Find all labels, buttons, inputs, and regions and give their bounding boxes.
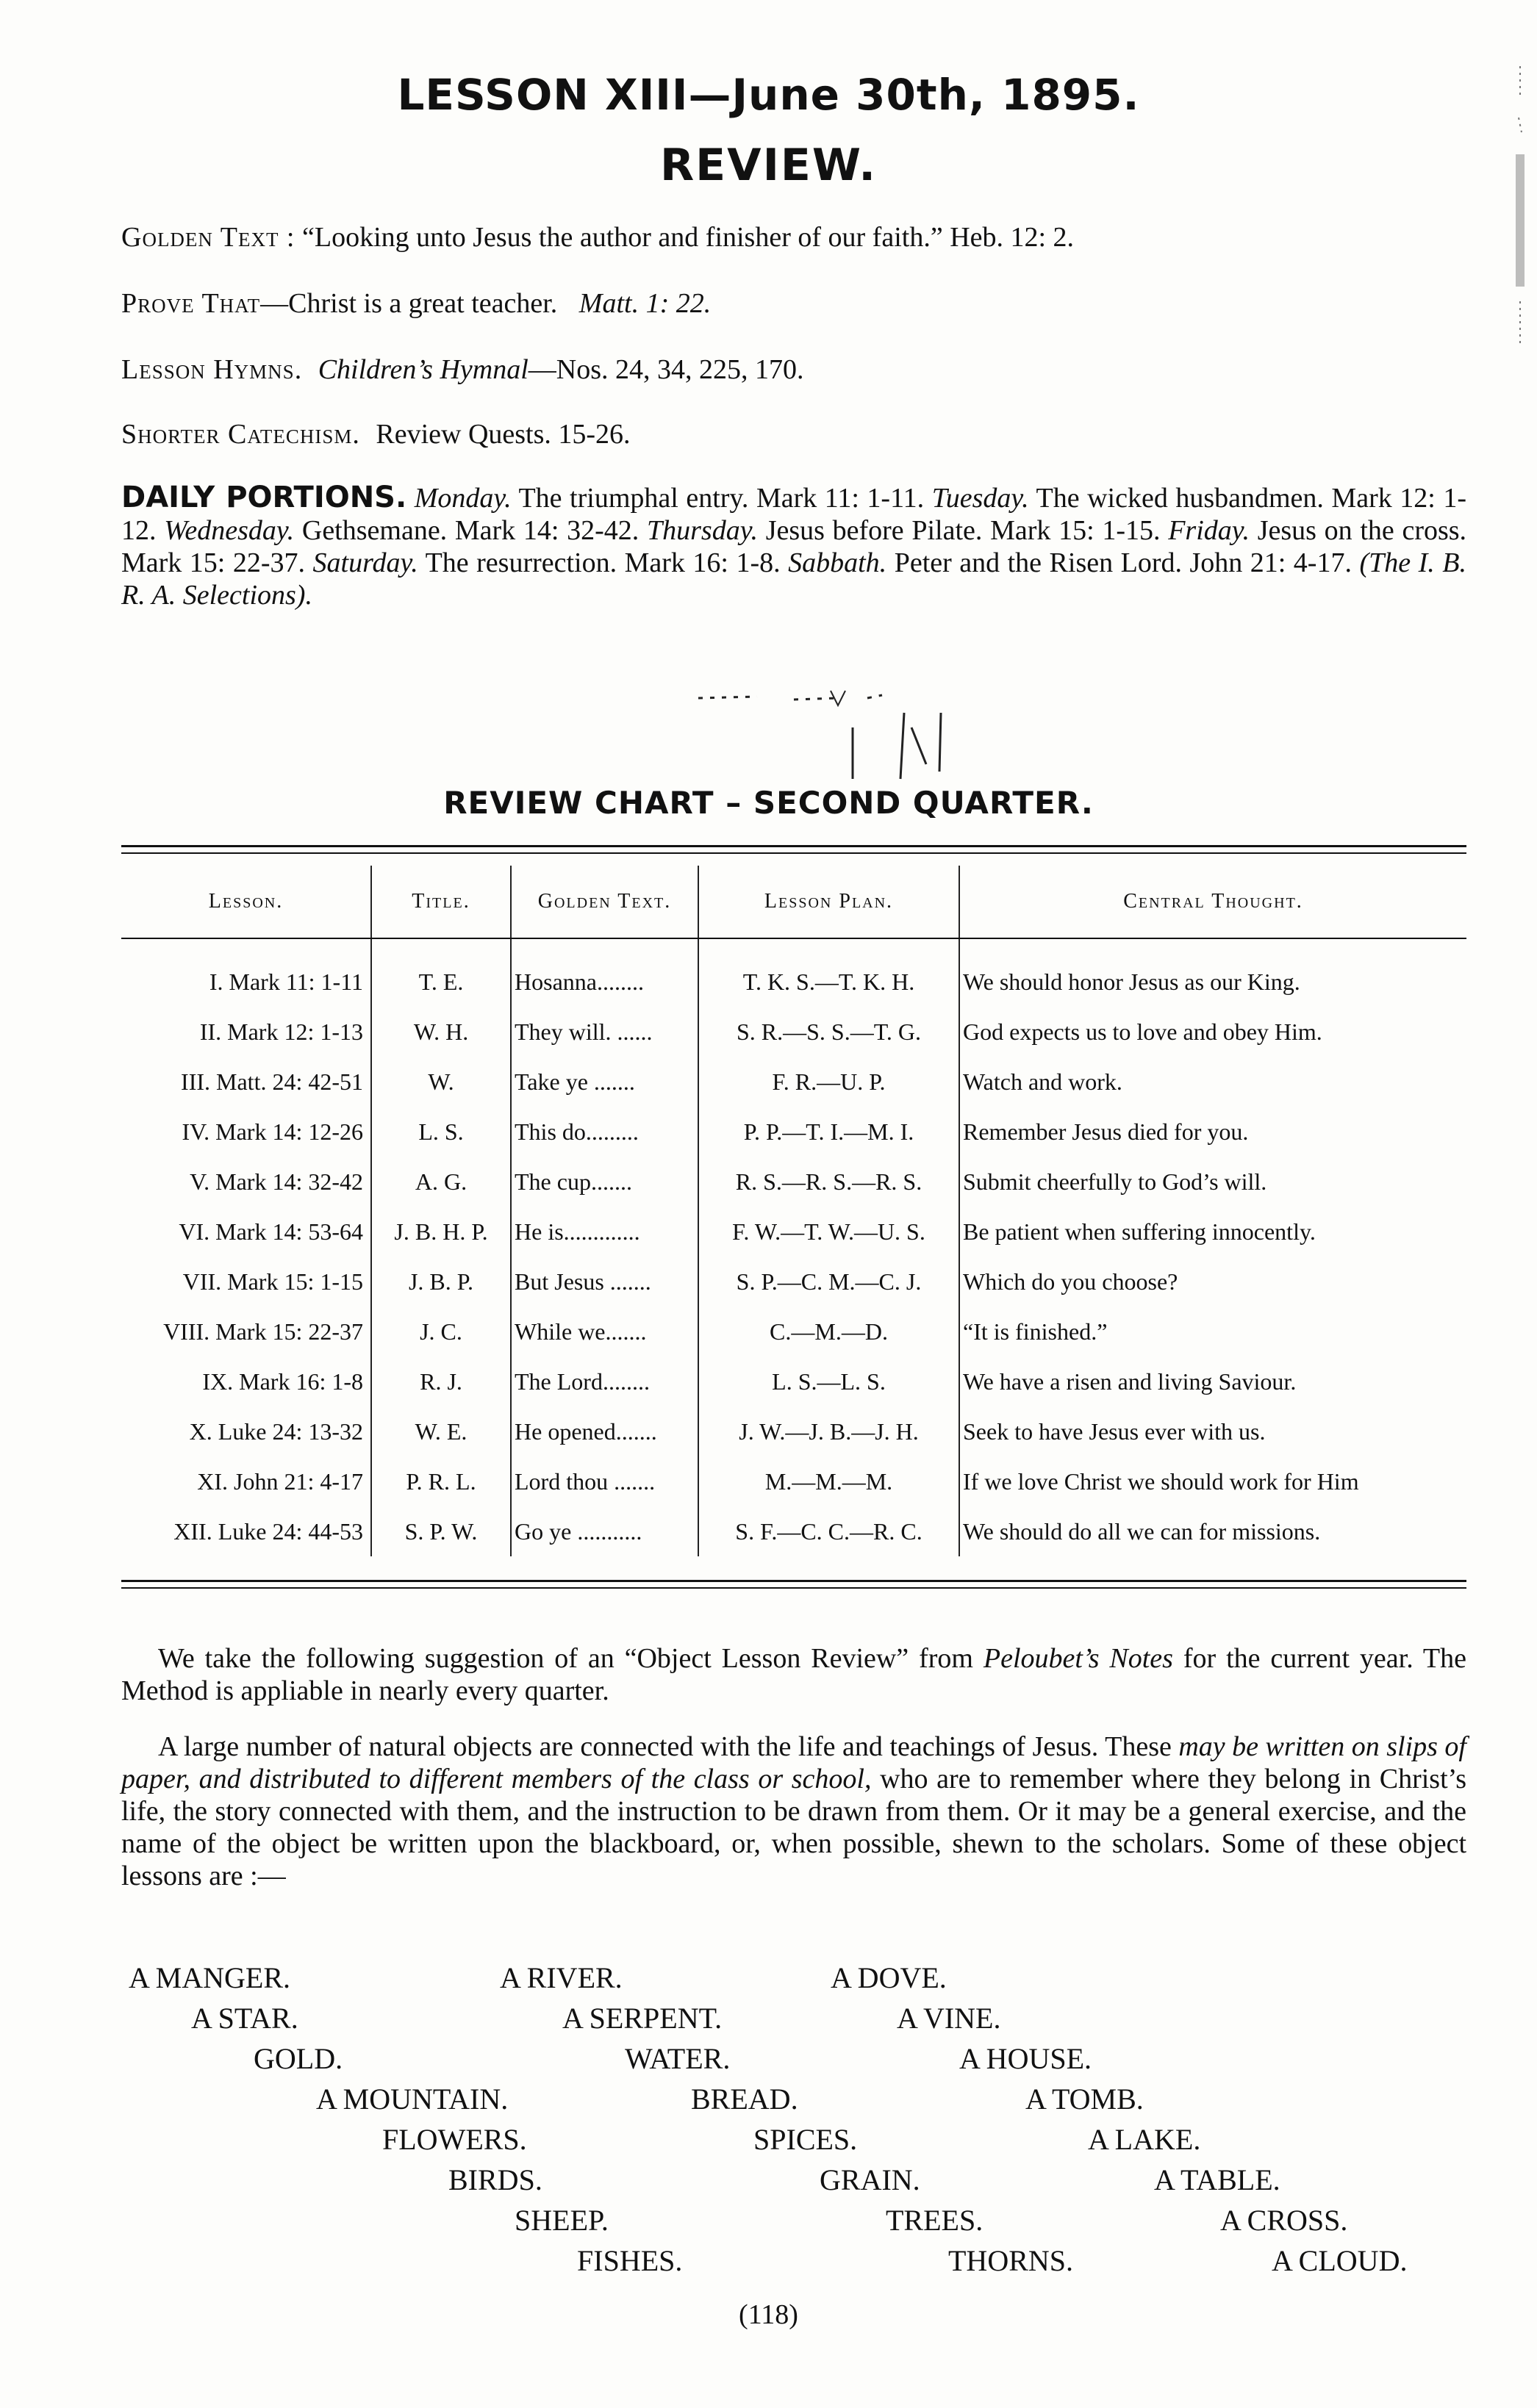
shorter-catechism-label: Shorter Catechism. xyxy=(121,419,360,450)
cell-title: L. S. xyxy=(371,1107,511,1157)
table-top-rule xyxy=(121,845,1466,847)
cell-title: J. B. H. P. xyxy=(371,1207,511,1257)
object-item: A MANGER. xyxy=(129,1961,291,1994)
prove-that-ref: Matt. 1: 22. xyxy=(578,288,712,319)
table-row xyxy=(121,1506,1466,1556)
lesson-title: LESSON XIII—June 30th, 1895. xyxy=(397,70,1140,120)
daily-portion-day: Saturday. xyxy=(312,547,418,578)
cell-central-thought: Watch and work. xyxy=(963,1068,1122,1095)
lesson-hymns-label: Lesson Hymns. xyxy=(121,354,303,385)
object-item: A CROSS. xyxy=(1220,2204,1348,2237)
cell-central-thought: Remember Jesus died for you. xyxy=(963,1118,1249,1145)
cell-title: W. xyxy=(371,1057,511,1107)
cell-central-thought: Be patient when suffering innocently. xyxy=(963,1218,1316,1245)
object-item: A STAR. xyxy=(191,2002,298,2035)
hymnal-title: Children’s Hymnal xyxy=(318,354,529,385)
cell-title: W. E. xyxy=(371,1406,511,1456)
cell-lesson: III. Matt. 24: 42-51 xyxy=(121,1057,371,1107)
cell-title: W. H. xyxy=(371,1007,511,1057)
daily-portion-text: The resurrection. Mark 16: 1-8. xyxy=(425,547,781,578)
cell-title: R. J. xyxy=(371,1356,511,1406)
cell-golden-text: While we....... xyxy=(511,1307,698,1356)
cell-title: P. R. L. xyxy=(371,1456,511,1506)
cell-lesson-plan: P. P.—T. I.—M. I. xyxy=(698,1107,959,1157)
shorter-catechism-line xyxy=(121,417,1466,451)
golden-text-ref: Heb. 12: 2. xyxy=(950,222,1075,253)
para-1-before: We take the following suggestion of an “Object Lesson Review” from xyxy=(158,1643,984,1674)
table-row xyxy=(121,938,1466,1007)
prove-that-text: —Christ is a great teacher. xyxy=(260,288,558,319)
cell-lesson-plan: S. P.—C. M.—C. J. xyxy=(698,1257,959,1307)
object-item: BREAD. xyxy=(691,2082,798,2116)
header-title: Title. xyxy=(371,866,511,938)
table-row xyxy=(121,1207,1466,1257)
cell-lesson: X. Luke 24: 13-32 xyxy=(121,1406,371,1456)
golden-text-label: Golden Text : xyxy=(121,222,295,253)
cell-golden-text: Hosanna........ xyxy=(511,938,698,1007)
prove-that-line xyxy=(121,287,1466,320)
cell-lesson: II. Mark 12: 1-13 xyxy=(121,1007,371,1057)
cell-lesson: IX. Mark 16: 1-8 xyxy=(121,1356,371,1406)
object-item: THORNS. xyxy=(948,2244,1074,2277)
object-lesson-intro xyxy=(121,1642,1466,1707)
table-header-row xyxy=(121,866,1466,938)
table-row xyxy=(121,1456,1466,1506)
table-row xyxy=(121,1406,1466,1456)
para-2-before: A large number of natural objects are connected with the life and teachings of Jesus. These xyxy=(158,1731,1179,1762)
cell-central-thought: “It is finished.” xyxy=(963,1318,1108,1345)
prove-that-label: Prove That xyxy=(121,288,261,319)
hymn-numbers: —Nos. 24, 34, 225, 170. xyxy=(528,354,804,385)
object-item: A CLOUD. xyxy=(1272,2244,1408,2277)
table-top-rule xyxy=(121,852,1466,854)
daily-portion-text: Gethsemane. Mark 14: 32-42. xyxy=(301,515,639,546)
daily-portion-day: Tuesday. xyxy=(931,483,1029,514)
edge-stamp-mark xyxy=(1513,51,1529,367)
table-row xyxy=(121,1007,1466,1057)
object-item: GRAIN. xyxy=(820,2163,920,2196)
object-item: GOLD. xyxy=(254,2042,343,2075)
cell-central-thought: If we love Christ we should work for Him xyxy=(963,1467,1359,1495)
header-golden-text: Golden Text. xyxy=(511,866,698,938)
decorative-marks xyxy=(647,683,1014,794)
cell-central-thought: Which do you choose? xyxy=(963,1268,1178,1295)
object-item: A TABLE. xyxy=(1154,2163,1280,2196)
daily-portion-day: Monday. xyxy=(414,483,512,514)
object-item: TREES. xyxy=(886,2204,984,2237)
cell-central-thought: We should honor Jesus as our King. xyxy=(963,968,1300,995)
cell-lesson-plan: T. K. S.—T. K. H. xyxy=(698,938,959,1007)
cell-central-thought: We have a risen and living Saviour. xyxy=(963,1367,1297,1395)
daily-portion-text: The wicked husbandmen. Mark 12: 1-12. xyxy=(121,483,1466,546)
cell-golden-text: They will. ...... xyxy=(511,1007,698,1057)
object-item: A TOMB. xyxy=(1025,2082,1144,2116)
cell-lesson-plan: S. F.—C. C.—R. C. xyxy=(698,1506,959,1556)
cell-golden-text: The cup....... xyxy=(511,1157,698,1207)
cell-central-thought: Submit cheerfully to God’s will. xyxy=(963,1168,1267,1195)
cell-central-thought: We should do all we can for missions. xyxy=(963,1517,1321,1545)
object-item: A LAKE. xyxy=(1088,2123,1201,2156)
header-lesson-plan: Lesson Plan. xyxy=(698,866,959,938)
golden-text-quote: “Looking unto Jesus the author and finisher of our faith.” xyxy=(302,222,943,253)
cell-lesson: VII. Mark 15: 1-15 xyxy=(121,1257,371,1307)
cell-lesson: IV. Mark 14: 12-26 xyxy=(121,1107,371,1157)
review-heading: REVIEW. xyxy=(659,140,877,191)
cell-central-thought: Seek to have Jesus ever with us. xyxy=(963,1417,1266,1445)
object-lesson-method xyxy=(121,1730,1466,1892)
table-row xyxy=(121,1107,1466,1157)
cell-title: J. C. xyxy=(371,1307,511,1356)
daily-portion-text: Jesus on the cross. Mark 15: 22-37. xyxy=(121,515,1467,578)
cell-golden-text: But Jesus ....... xyxy=(511,1257,698,1307)
cell-lesson-plan: F. R.—U. P. xyxy=(698,1057,959,1107)
object-item: A MOUNTAIN. xyxy=(316,2082,509,2116)
cell-lesson-plan: J. W.—J. B.—J. H. xyxy=(698,1406,959,1456)
object-item: A RIVER. xyxy=(500,1961,623,1994)
cell-lesson-plan: F. W.—T. W.—U. S. xyxy=(698,1207,959,1257)
cell-golden-text: He opened....... xyxy=(511,1406,698,1456)
daily-portion-day: Friday. xyxy=(1168,515,1250,546)
object-item: A HOUSE. xyxy=(959,2042,1092,2075)
daily-portion-text: Jesus before Pilate. Mark 15: 1-15. xyxy=(765,515,1161,546)
cell-lesson-plan: L. S.—L. S. xyxy=(698,1356,959,1406)
cell-golden-text: This do......... xyxy=(511,1107,698,1157)
para-1-after: for the current year. The Method is appliable in nearly every quarter. xyxy=(121,1643,1467,1706)
cell-lesson: V. Mark 14: 32-42 xyxy=(121,1157,371,1207)
cell-title: T. E. xyxy=(371,938,511,1007)
object-item: SHEEP. xyxy=(515,2204,609,2237)
cell-title: A. G. xyxy=(371,1157,511,1207)
daily-portion-text: Peter and the Risen Lord. John 21: 4-17. xyxy=(894,547,1352,578)
cell-lesson: XII. Luke 24: 44-53 xyxy=(121,1506,371,1556)
object-item: FLOWERS. xyxy=(382,2123,527,2156)
object-item: A VINE. xyxy=(897,2002,1001,2035)
page-number: (118) xyxy=(739,2299,798,2330)
daily-portion-day: Sabbath. xyxy=(788,547,887,578)
cell-lesson: VI. Mark 14: 53-64 xyxy=(121,1207,371,1257)
cell-golden-text: Go ye ........... xyxy=(511,1506,698,1556)
table-row xyxy=(121,1307,1466,1356)
cell-golden-text: Lord thou ....... xyxy=(511,1456,698,1506)
object-item: WATER. xyxy=(625,2042,731,2075)
lesson-hymns-line xyxy=(121,353,1466,387)
para-2-italic: may be written on slips of paper, and distributed to different members of the class or school, xyxy=(121,1731,1466,1794)
table-row xyxy=(121,1157,1466,1207)
daily-portion-day: Wednesday. xyxy=(164,515,295,546)
table-row xyxy=(121,1057,1466,1107)
daily-portion-text: The triumphal entry. Mark 11: 1-11. xyxy=(518,483,925,514)
object-item: A DOVE. xyxy=(831,1961,947,1994)
daily-portions-source: (The I. B. R. A. Selections). xyxy=(121,547,1466,611)
para-2-after: who are to remember where they belong in Christ’s life, the story connected with them, and the instruction to be drawn from them. Or it may be a general exercise, and the name of the object be written upon the blackboard, or, when possible, shewn to the scholars. Some of these object lessons are :— xyxy=(121,1764,1466,1891)
cell-lesson: VIII. Mark 15: 22-37 xyxy=(121,1307,371,1356)
cell-lesson-plan: S. R.—S. S.—T. G. xyxy=(698,1007,959,1057)
cell-title: S. P. W. xyxy=(371,1506,511,1556)
daily-portions xyxy=(121,481,1466,611)
golden-text-line xyxy=(121,220,1466,254)
shorter-catechism-text: Review Quests. 15-26. xyxy=(376,419,631,450)
daily-portions-label: DAILY PORTIONS. xyxy=(121,481,407,514)
cell-title: J. B. P. xyxy=(371,1257,511,1307)
header-lesson: Lesson. xyxy=(121,866,371,938)
cell-lesson: XI. John 21: 4-17 xyxy=(121,1456,371,1506)
header-central-thought: Central Thought. xyxy=(959,866,1466,938)
cell-central-thought: God expects us to love and obey Him. xyxy=(963,1018,1322,1045)
cell-lesson: I. Mark 11: 1-11 xyxy=(121,938,371,1007)
cell-lesson-plan: C.—M.—D. xyxy=(698,1307,959,1356)
cell-lesson-plan: M.—M.—M. xyxy=(698,1456,959,1506)
review-chart-table xyxy=(121,866,1466,1556)
table-bottom-rule xyxy=(121,1580,1466,1582)
object-item: FISHES. xyxy=(577,2244,683,2277)
review-chart-title: REVIEW CHART – SECOND QUARTER. xyxy=(443,785,1094,821)
table-body xyxy=(121,938,1466,1556)
cell-golden-text: Take ye ....... xyxy=(511,1057,698,1107)
object-item: SPICES. xyxy=(753,2123,858,2156)
table-row xyxy=(121,1257,1466,1307)
cell-golden-text: The Lord........ xyxy=(511,1356,698,1406)
para-1-source: Peloubet’s Notes xyxy=(983,1643,1173,1674)
object-item: A SERPENT. xyxy=(562,2002,723,2035)
table-bottom-rule xyxy=(121,1587,1466,1589)
object-item: BIRDS. xyxy=(448,2163,542,2196)
daily-portion-day: Thursday. xyxy=(647,515,758,546)
cell-golden-text: He is............. xyxy=(511,1207,698,1257)
table-row xyxy=(121,1356,1466,1406)
cell-lesson-plan: R. S.—R. S.—R. S. xyxy=(698,1157,959,1207)
